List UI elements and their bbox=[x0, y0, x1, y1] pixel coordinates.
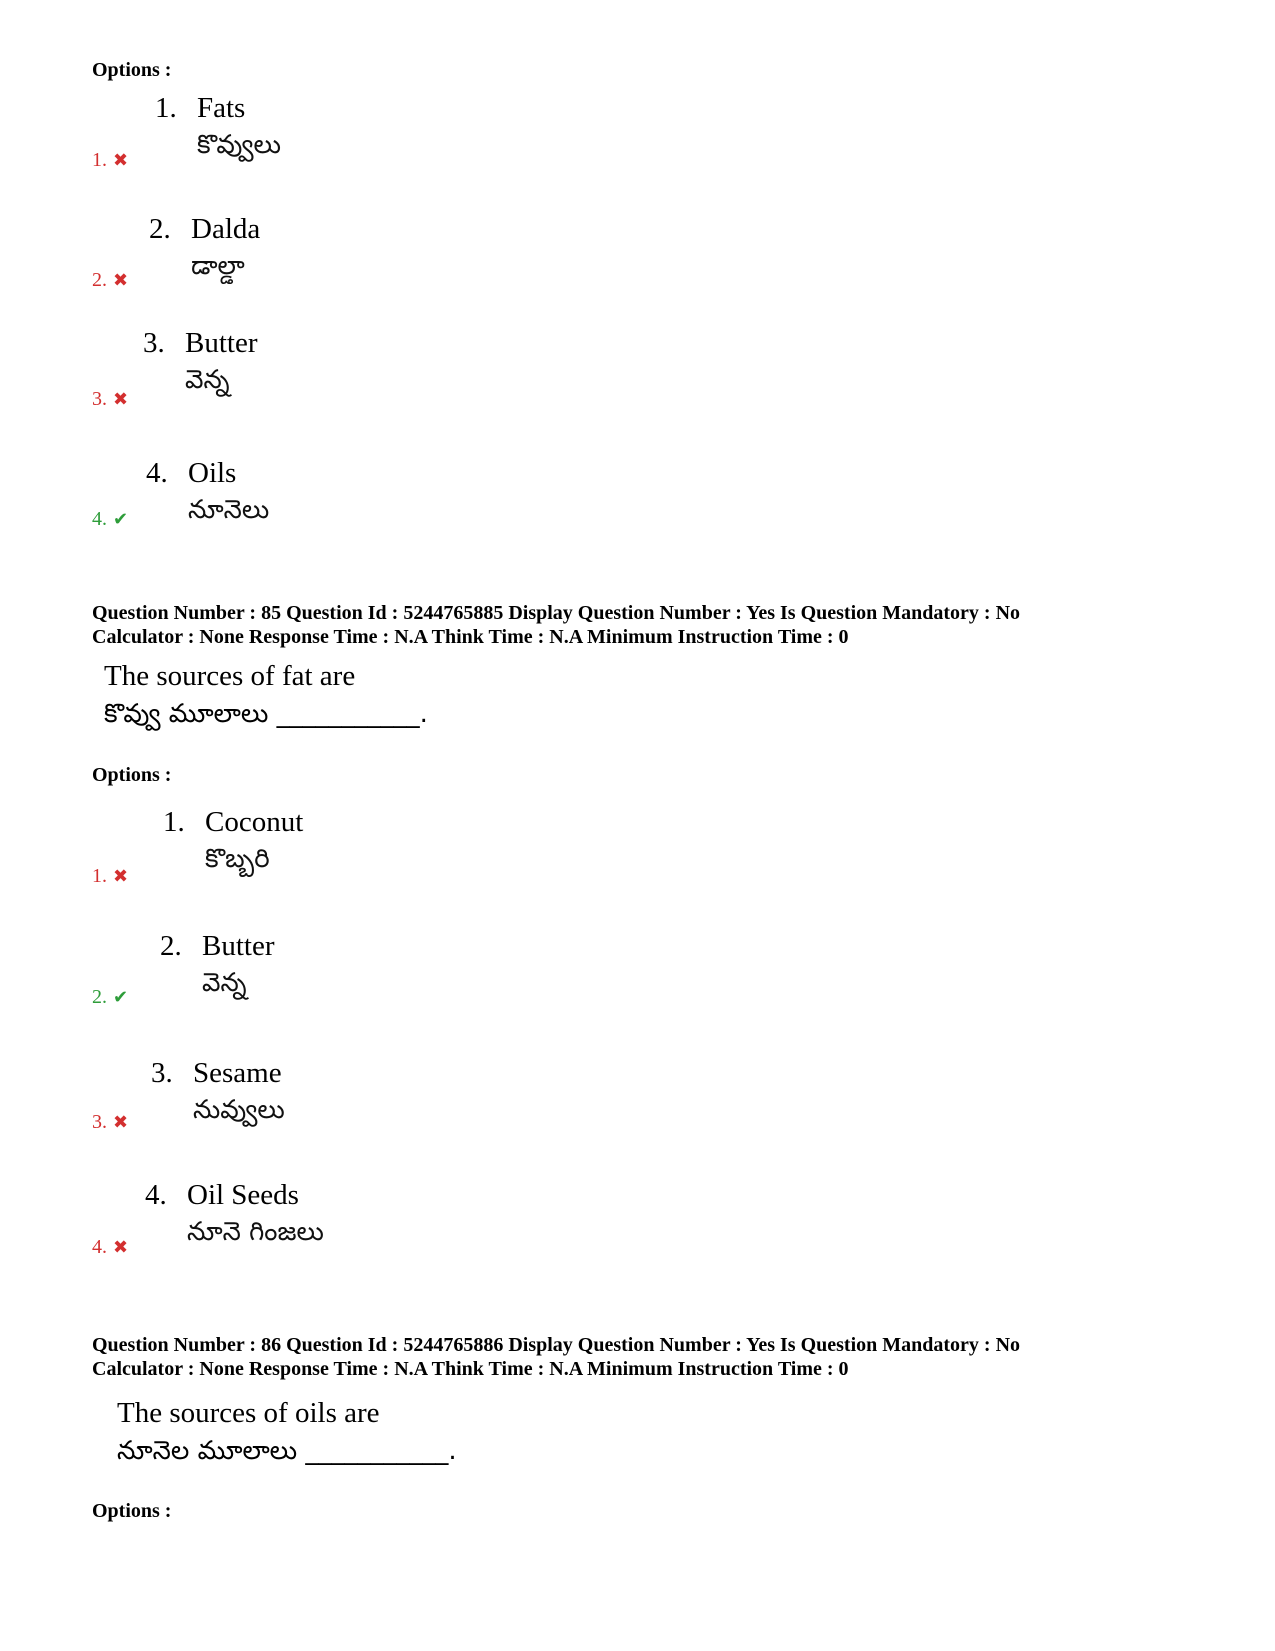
option-number: 3. bbox=[151, 1057, 173, 1089]
option-4 bbox=[145, 1178, 324, 1252]
option-text-te: వెన్న bbox=[185, 365, 230, 395]
question-meta-line-1: Question Number : 86 Question Id : 5244765886 Display Question Number : Yes Is Question Mandatory : No bbox=[92, 1334, 1021, 1356]
option-number: 2. bbox=[149, 213, 171, 245]
wrong-icon: ✖ bbox=[113, 1237, 129, 1258]
option-number: 1. bbox=[163, 806, 185, 838]
option-text-en: Butter bbox=[185, 327, 258, 359]
question-text bbox=[104, 658, 428, 734]
question-meta-line-1: Question Number : 85 Question Id : 5244765885 Display Question Number : Yes Is Question Mandatory : No bbox=[92, 602, 1021, 624]
option-number: 2. bbox=[160, 930, 182, 962]
option-text-te: వెన్న bbox=[202, 968, 247, 998]
mark-number: 1. bbox=[92, 149, 107, 171]
option-mark bbox=[92, 864, 128, 889]
wrong-icon: ✖ bbox=[113, 389, 129, 410]
mark-number: 2. bbox=[92, 986, 107, 1008]
question-text-te: నూనెల మూలాలు ___________. bbox=[117, 1436, 457, 1466]
option-text-en: Sesame bbox=[193, 1057, 282, 1089]
wrong-icon: ✖ bbox=[113, 866, 129, 887]
option-mark bbox=[92, 387, 128, 412]
options-label: Options : bbox=[92, 59, 172, 81]
check-icon: ✔ bbox=[113, 987, 129, 1008]
question-meta-line-2: Calculator : None Response Time : N.A Think Time : N.A Minimum Instruction Time : 0 bbox=[92, 1358, 849, 1380]
question-text-te: కొవ్వు మూలాలు ___________. bbox=[104, 699, 428, 729]
options-label: Options : bbox=[92, 1500, 172, 1522]
mark-number: 4. bbox=[92, 1236, 107, 1258]
option-mark bbox=[92, 268, 128, 293]
option-1 bbox=[155, 91, 281, 165]
check-icon: ✔ bbox=[113, 509, 129, 530]
option-3 bbox=[143, 326, 258, 400]
option-number: 1. bbox=[155, 92, 177, 124]
option-text-te: నూనెలు bbox=[188, 495, 270, 525]
wrong-icon: ✖ bbox=[113, 270, 129, 291]
wrong-icon: ✖ bbox=[113, 150, 129, 171]
mark-number: 3. bbox=[92, 1111, 107, 1133]
option-text-te: డాల్డా bbox=[191, 251, 245, 281]
question-text bbox=[117, 1395, 457, 1471]
option-mark bbox=[92, 1235, 128, 1260]
option-mark bbox=[92, 148, 128, 173]
option-text-te: నువ్వులు bbox=[193, 1095, 285, 1125]
option-1 bbox=[163, 805, 303, 879]
mark-number: 2. bbox=[92, 269, 107, 291]
option-number: 4. bbox=[146, 457, 168, 489]
option-3 bbox=[151, 1056, 285, 1130]
option-text-en: Fats bbox=[197, 92, 246, 124]
option-text-en: Oils bbox=[188, 457, 237, 489]
option-text-en: Butter bbox=[202, 930, 275, 962]
option-text-en: Oil Seeds bbox=[187, 1179, 299, 1211]
option-mark bbox=[92, 1110, 128, 1135]
option-mark bbox=[92, 985, 128, 1010]
option-4 bbox=[146, 456, 269, 530]
option-number: 3. bbox=[143, 327, 165, 359]
question-text-en: The sources of fat are bbox=[104, 660, 356, 692]
option-2 bbox=[160, 929, 275, 1003]
option-number: 4. bbox=[145, 1179, 167, 1211]
option-2 bbox=[149, 212, 260, 286]
option-mark bbox=[92, 507, 128, 532]
option-text-te: నూనె గింజలు bbox=[187, 1217, 324, 1247]
option-text-en: Dalda bbox=[191, 213, 261, 245]
mark-number: 1. bbox=[92, 865, 107, 887]
wrong-icon: ✖ bbox=[113, 1112, 129, 1133]
mark-number: 4. bbox=[92, 508, 107, 530]
option-text-en: Coconut bbox=[205, 806, 304, 838]
mark-number: 3. bbox=[92, 388, 107, 410]
option-text-te: కొబ్బరి bbox=[205, 844, 270, 874]
options-label: Options : bbox=[92, 764, 172, 786]
question-meta-line-2: Calculator : None Response Time : N.A Think Time : N.A Minimum Instruction Time : 0 bbox=[92, 626, 849, 648]
question-text-en: The sources of oils are bbox=[117, 1397, 380, 1429]
option-text-te: కొవ్వులు bbox=[197, 130, 281, 160]
